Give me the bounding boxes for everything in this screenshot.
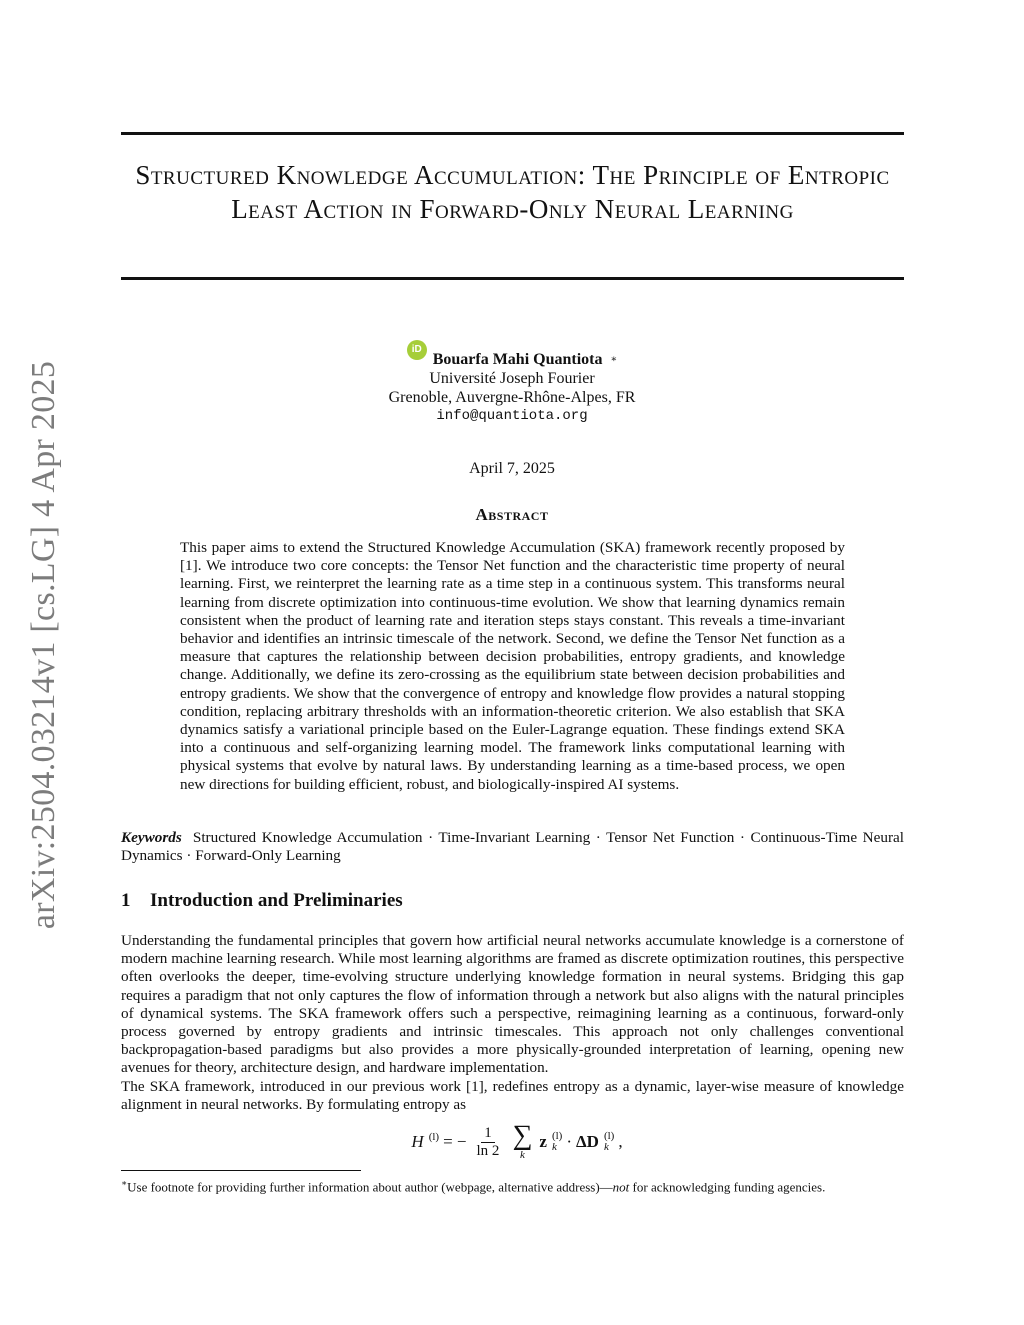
author-name: Bouarfa Mahi Quantiota <box>432 350 603 368</box>
section-number: 1 <box>121 890 131 911</box>
eq-sum-index: k <box>519 1149 525 1161</box>
footnote-text-before: Use footnote for providing further information about author (webpage, alternative address)— <box>127 1179 613 1195</box>
abstract-text: This paper aims to extend the Structured Knowledge Accumulation (SKA) framework recently proposed by [1]. We introduce two core concepts: the Tensor Net function and the characteristic time property of neural learning. First, we reinterpret the learning rate as a time step in a continuous system. This transforms neural learning from discrete optimization into continuous-time evolution. We show that learning dynamics remain consistent when the product of learning rate and iteration steps stays constant. This reveals a time-invariant behavior and identifies an intrinsic timescale of the network. Second, we define the Tensor Net function as a measure that captures the relationship between decision probabilities, entropy gradients, and knowledge change. Additionally, we define its zero-crossing as the equilibrium state between decision probabilities and entropy gradients. We show that the convergence of entropy and knowledge flow provides a natural stopping condition, replacing arbitrary thresholds with an information-theoretic criterion. We also establish that SKA dynamics satisfy a variational principle based on the Euler-Lagrange equation. These findings extend SKA into a continuous and self-organizing learning model. The framework links computational learning with physical systems that evolve by natural laws. By understanding learning as a time-based process, we open new directions for building efficient, robust, and biologically-inspired AI systems. <box>180 539 845 793</box>
eq-fraction <box>474 1125 503 1160</box>
keywords-label: Keywords <box>121 829 182 846</box>
eq-d-sup: (l) <box>603 1130 615 1142</box>
author-location: Grenoble, Auvergne-Rhône-Alpes, FR <box>388 388 636 406</box>
author-footnote-mark[interactable]: ∗ <box>610 353 618 365</box>
title-bottom-rule <box>121 277 904 280</box>
keywords-text: Structured Knowledge Accumulation · Time-Invariant Learning · Tensor Net Function · Continuous-Time Neural Dynamics · Forward-Only Learning <box>121 829 904 865</box>
eq-delta-d: ΔD <box>576 1132 599 1151</box>
keywords <box>121 829 904 865</box>
footnote <box>121 1175 904 1195</box>
author-affiliation: Université Joseph Fourier <box>429 369 595 387</box>
title-top-rule <box>121 132 904 135</box>
eq-equals: = − <box>443 1132 467 1151</box>
eq-z: z <box>539 1132 547 1151</box>
entropy-equation <box>0 1116 1024 1168</box>
eq-z-sub: k <box>551 1141 557 1153</box>
author-line <box>407 344 618 369</box>
footnote-emphasis: not <box>612 1179 630 1195</box>
eq-frac-num: 1 <box>481 1125 495 1143</box>
paper-date: April 7, 2025 <box>469 460 555 477</box>
eq-sigma: ∑ <box>512 1120 533 1151</box>
footnote-mark: ∗ <box>121 1178 128 1188</box>
eq-lhs-sup: (l) <box>428 1130 440 1143</box>
eq-sum <box>512 1120 533 1161</box>
paper-title: Structured Knowledge Accumulation: The Principle of Entropic Least Action in Forward-Only Neural Learning <box>135 160 890 224</box>
author-block <box>300 338 724 426</box>
section-title: Introduction and Preliminaries <box>150 890 403 911</box>
footnote-text-after: for acknowledging funding agencies. <box>629 1179 826 1195</box>
footnote-rule <box>121 1170 361 1171</box>
author-email[interactable]: info@quantiota.org <box>436 407 588 424</box>
section-heading <box>121 890 403 912</box>
eq-d-sub: k <box>603 1141 609 1153</box>
intro-body <box>121 932 904 1114</box>
eq-frac-den: ln 2 <box>476 1142 500 1159</box>
abstract-heading: Abstract <box>475 505 549 524</box>
eq-z-sup: (l) <box>551 1130 563 1142</box>
eq-dot: · <box>566 1132 573 1151</box>
intro-paragraph-2: The SKA framework, introduced in our previous work [1], redefines entropy as a dynamic, layer-wise measure of knowledge alignment in neural networks. By formulating entropy as <box>121 1077 904 1113</box>
eq-lhs: H <box>411 1132 424 1151</box>
eq-tail: , <box>618 1132 623 1151</box>
orcid-icon[interactable]: iD <box>407 340 427 360</box>
intro-paragraph-1: Understanding the fundamental principles that govern how artificial neural networks accumulate knowledge is a cornerstone of modern machine learning research. While most learning algorithms are framed as discrete optimization routines, this perspective often overlooks the deeper, time-evolving structure underlying knowledge formation in neural systems. Bridging this gap requires a paradigm that not only captures the flow of information through a network but also aligns with the natural principles of dynamical systems. The SKA framework offers such a perspective, reimagining learning as a continuous, forward-only process governed by entropy gradients and intrinsic timescales. This approach not only challenges conventional backpropagation-based paradigms but also provides a more physically-grounded interpretation of learning, opening new avenues for theory, architecture design, and hardware implementation. <box>121 932 904 1077</box>
arxiv-stamp: arXiv:2504.03214v1 [cs.LG] 4 Apr 2025 <box>25 360 62 930</box>
